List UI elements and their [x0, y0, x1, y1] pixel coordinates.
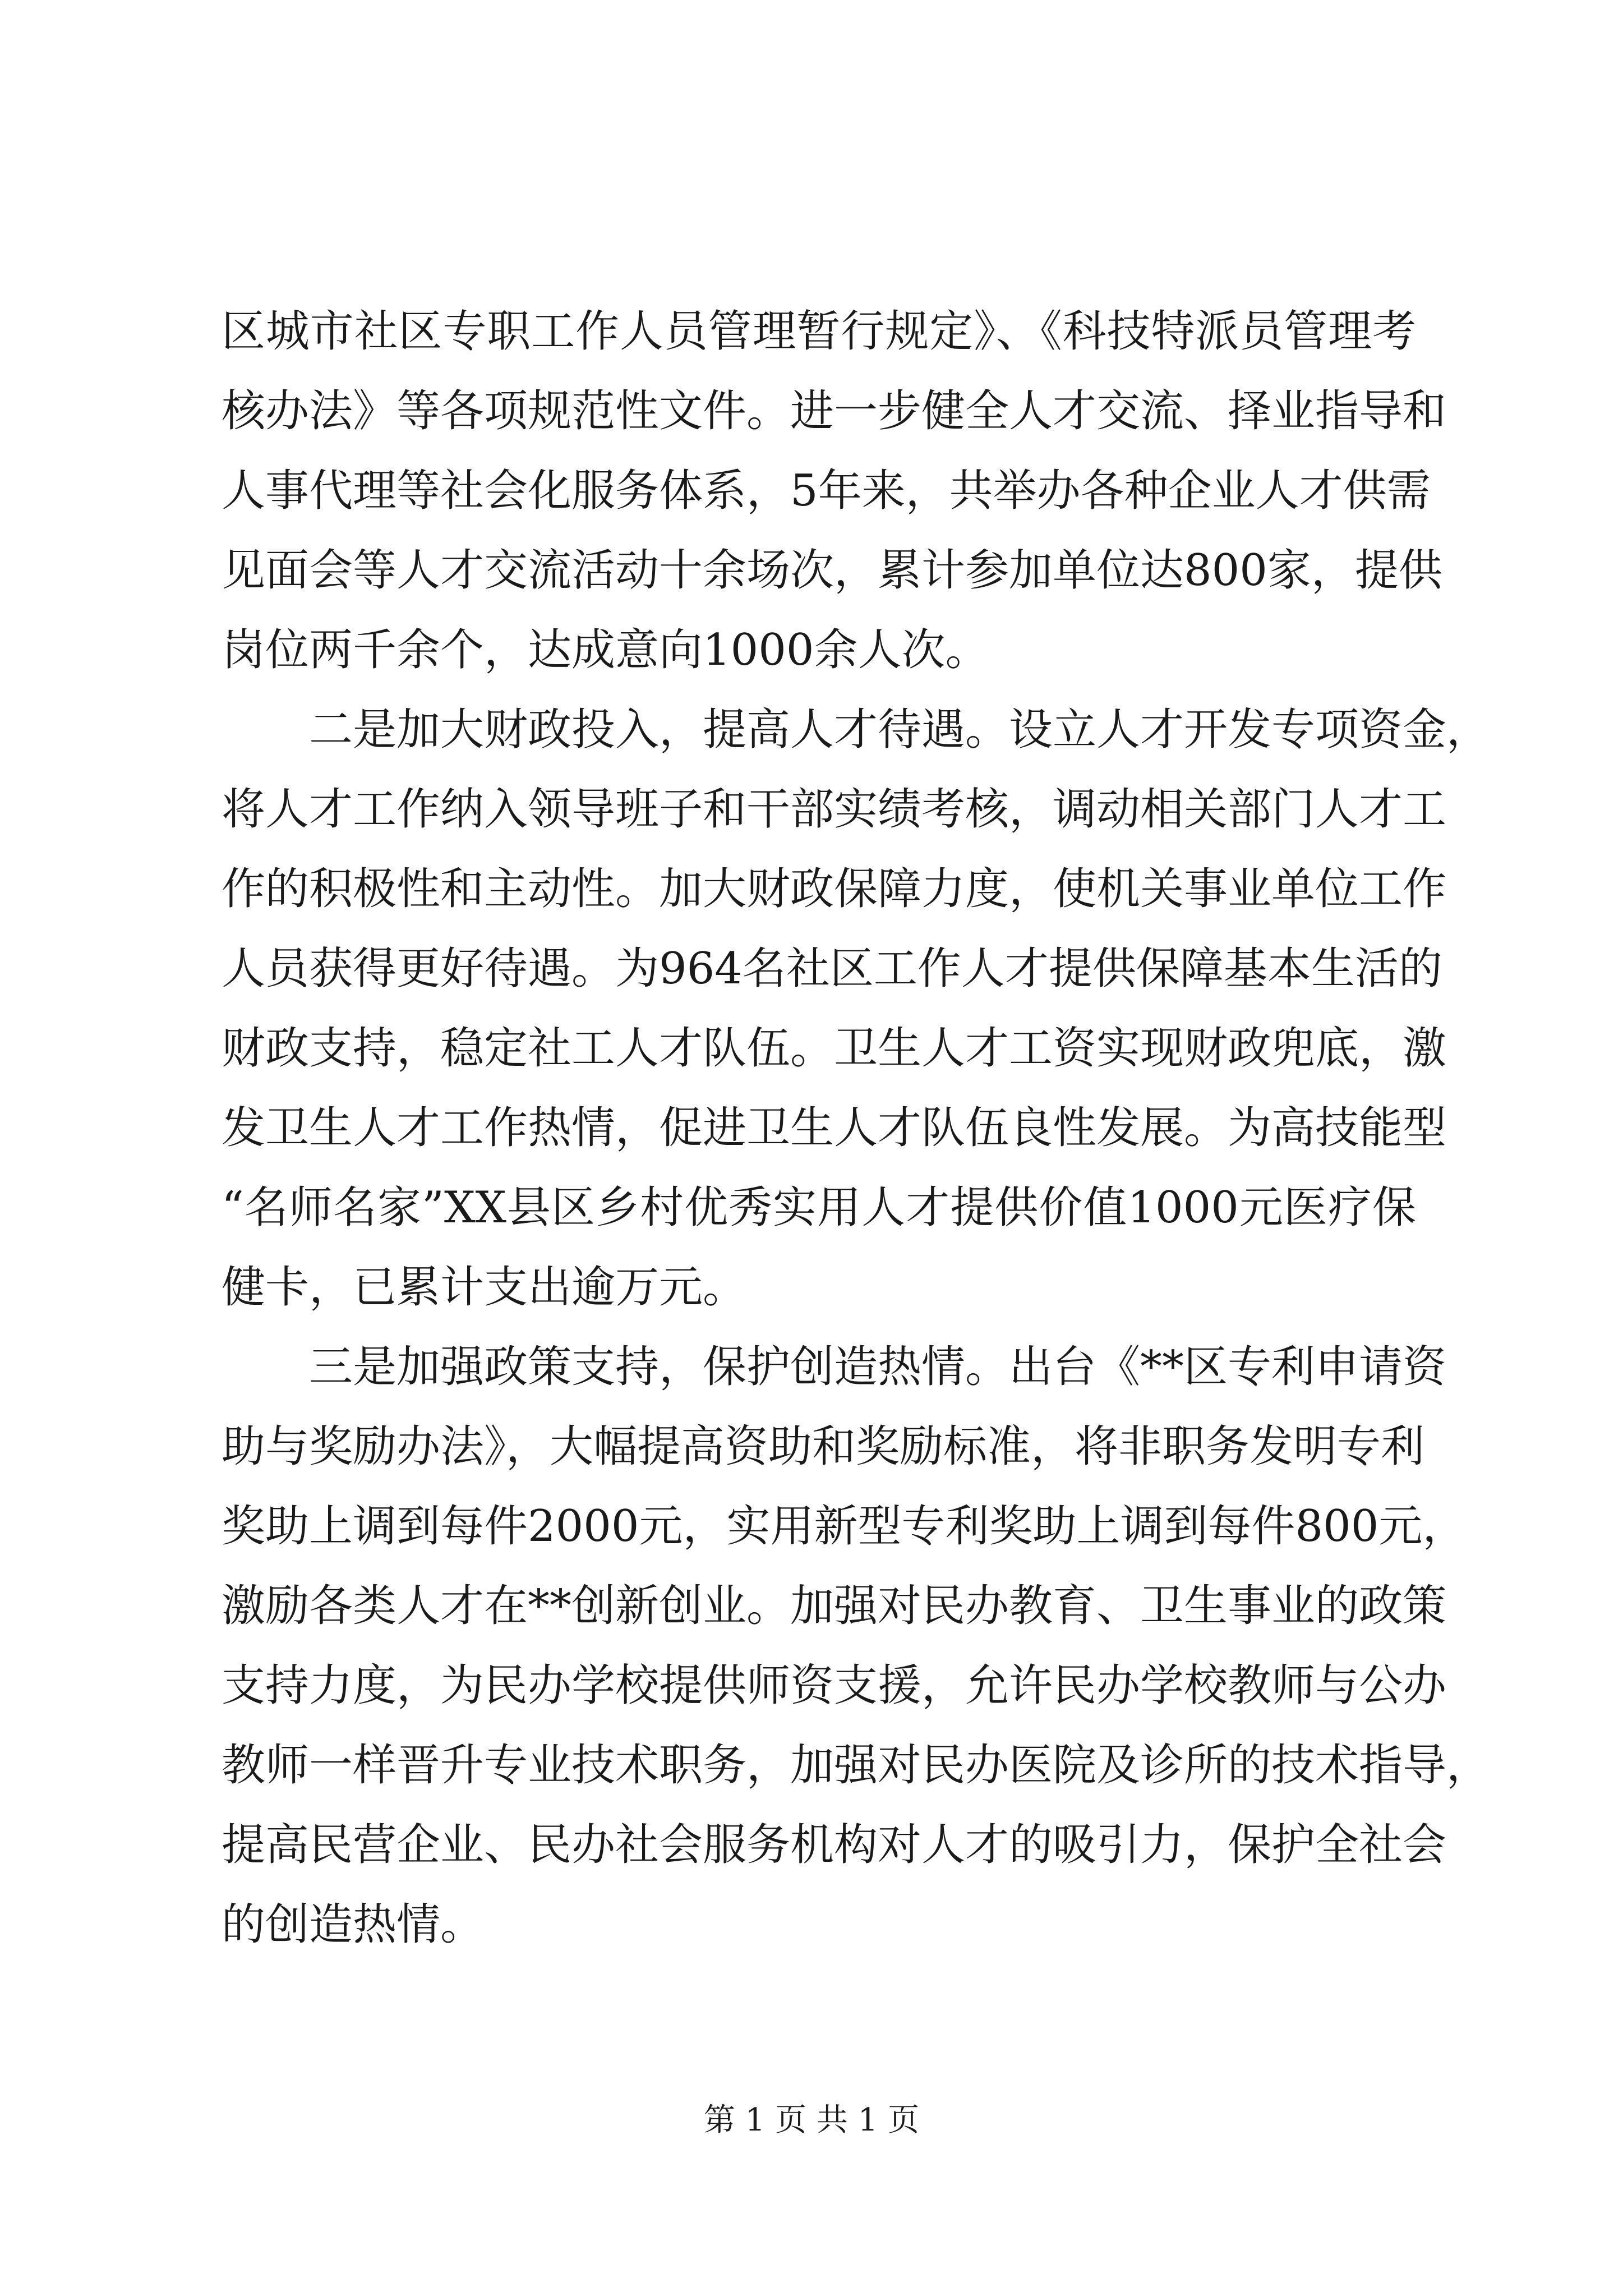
text-line: “名师名家”XX县区乡村优秀实用人才提供价值1000元医疗保: [222, 1182, 1416, 1233]
text-line: 将人才工作纳入领导班子和干部实绩考核，调动相关部门人才工: [222, 784, 1447, 835]
paragraph-2: [222, 690, 1491, 1327]
text-line: 奖助上调到每件2000元，实用新型专利奖助上调到每件800元，: [222, 1501, 1467, 1552]
document-body: [222, 292, 1491, 1964]
text-line: 财政支持，稳定社工人才队伍。卫生人才工资实现财政兜底，激: [222, 1023, 1447, 1074]
paragraph-1: [222, 292, 1447, 690]
text-line: 助与奖励办法》，大幅提高资助和奖励标准，将非职务发明专利: [222, 1421, 1425, 1472]
text-line: 作的积极性和主动性。加大财政保障力度，使机关事业单位工作: [222, 864, 1447, 914]
text-line: 激励各类人才在**创新创业。加强对民办教育、卫生事业的政策: [222, 1581, 1447, 1631]
text-line: 区城市社区专职工作人员管理暂行规定》、《科技特派员管理考: [222, 306, 1416, 357]
text-line: 健卡，已累计支出逾万元。: [222, 1262, 747, 1313]
text-line: 见面会等人才交流活动十余场次，累计参加单位达800家，提供: [222, 545, 1442, 596]
text-line: 岗位两千余个，达成意向1000余人次。: [222, 625, 989, 675]
text-line: 二是加大财政投入，提高人才待遇。设立人才开发专项资金，: [309, 705, 1491, 755]
text-line: 人员获得更好待遇。为964名社区工作人才提供保障基本生活的: [222, 944, 1442, 994]
text-line: 发卫生人才工作热情，促进卫生人才队伍良性发展。为高技能型: [222, 1103, 1447, 1153]
text-line: 提高民营企业、民办社会服务机构对人才的吸引力，保护全社会: [222, 1820, 1447, 1870]
text-line: 核办法》等各项规范性文件。进一步健全人才交流、择业指导和: [222, 386, 1447, 436]
paragraph-3: [222, 1327, 1491, 1964]
page-number-footer: 第 1 页 共 1 页: [703, 2102, 920, 2138]
text-line: 支持力度，为民办学校提供师资支援，允许民办学校教师与公办: [222, 1660, 1447, 1711]
text-line: 三是加强政策支持，保护创造热情。出台《**区专利申请资: [309, 1342, 1447, 1392]
text-line: 人事代理等社会化服务体系，5年来，共举办各种企业人才供需: [222, 466, 1431, 516]
text-line: 的创造热情。: [222, 1899, 485, 1950]
text-line: 教师一样晋升专业技术职务，加强对民办医院及诊所的技术指导，: [222, 1740, 1491, 1791]
